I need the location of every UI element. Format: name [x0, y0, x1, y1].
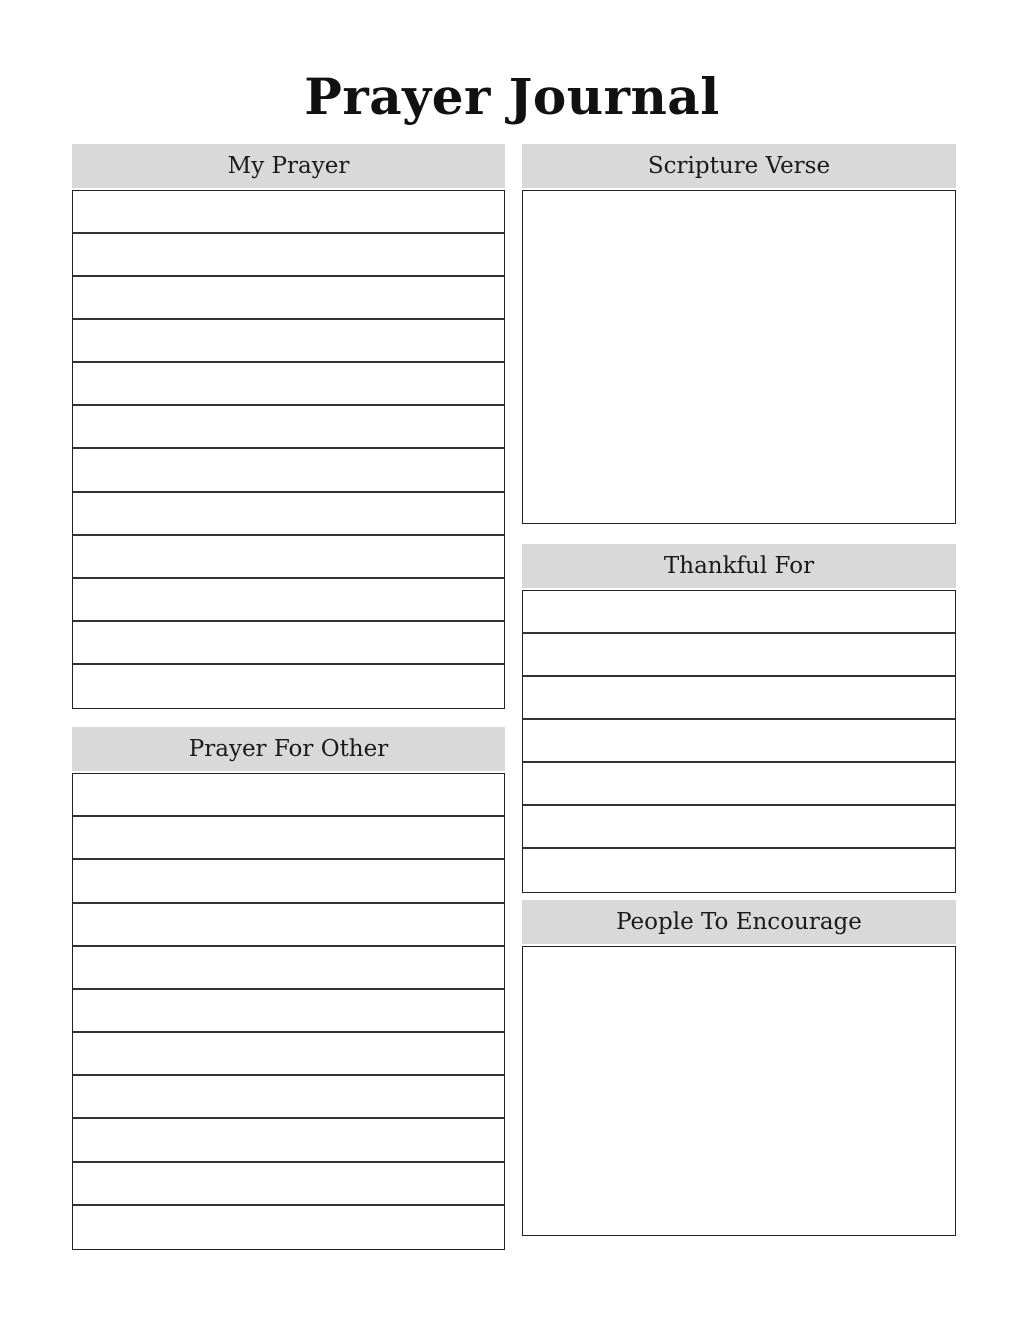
scripture-verse-box[interactable] [522, 190, 956, 524]
people-to-encourage-section [522, 900, 956, 1236]
thankful-for-lines[interactable] [522, 590, 956, 893]
writing-line[interactable] [523, 763, 955, 806]
writing-line[interactable] [73, 904, 504, 947]
writing-line[interactable] [73, 234, 504, 277]
writing-line[interactable] [73, 363, 504, 406]
writing-line[interactable] [523, 806, 955, 849]
writing-line[interactable] [523, 634, 955, 677]
writing-line[interactable] [73, 536, 504, 579]
writing-line[interactable] [73, 947, 504, 990]
writing-line[interactable] [73, 320, 504, 363]
scripture-verse-header: Scripture Verse [522, 144, 956, 188]
writing-line[interactable] [73, 817, 504, 860]
writing-line[interactable] [73, 579, 504, 622]
writing-line[interactable] [73, 1119, 504, 1162]
writing-line[interactable] [523, 720, 955, 763]
writing-line[interactable] [523, 677, 955, 720]
writing-line[interactable] [73, 1033, 504, 1076]
my-prayer-lines[interactable] [72, 190, 505, 709]
writing-line[interactable] [73, 1163, 504, 1206]
my-prayer-header: My Prayer [72, 144, 505, 188]
writing-line[interactable] [73, 191, 504, 234]
thankful-for-section [522, 544, 956, 893]
writing-line[interactable] [523, 591, 955, 634]
writing-line[interactable] [523, 849, 955, 892]
prayer-for-other-lines[interactable] [72, 773, 505, 1250]
writing-line[interactable] [73, 990, 504, 1033]
page-title: Prayer Journal [304, 67, 720, 126]
my-prayer-section [72, 144, 505, 709]
writing-line[interactable] [73, 1076, 504, 1119]
thankful-for-header: Thankful For [522, 544, 956, 588]
writing-line[interactable] [73, 622, 504, 665]
people-to-encourage-header: People To Encourage [522, 900, 956, 944]
writing-line[interactable] [73, 1206, 504, 1249]
writing-line[interactable] [73, 406, 504, 449]
writing-line[interactable] [73, 493, 504, 536]
writing-line[interactable] [73, 860, 504, 903]
writing-line[interactable] [73, 449, 504, 492]
scripture-verse-section [522, 144, 956, 524]
prayer-for-other-header: Prayer For Other [72, 727, 505, 771]
writing-line[interactable] [73, 277, 504, 320]
prayer-for-other-section [72, 727, 505, 1250]
writing-line[interactable] [73, 774, 504, 817]
people-to-encourage-box[interactable] [522, 946, 956, 1236]
writing-line[interactable] [73, 665, 504, 708]
